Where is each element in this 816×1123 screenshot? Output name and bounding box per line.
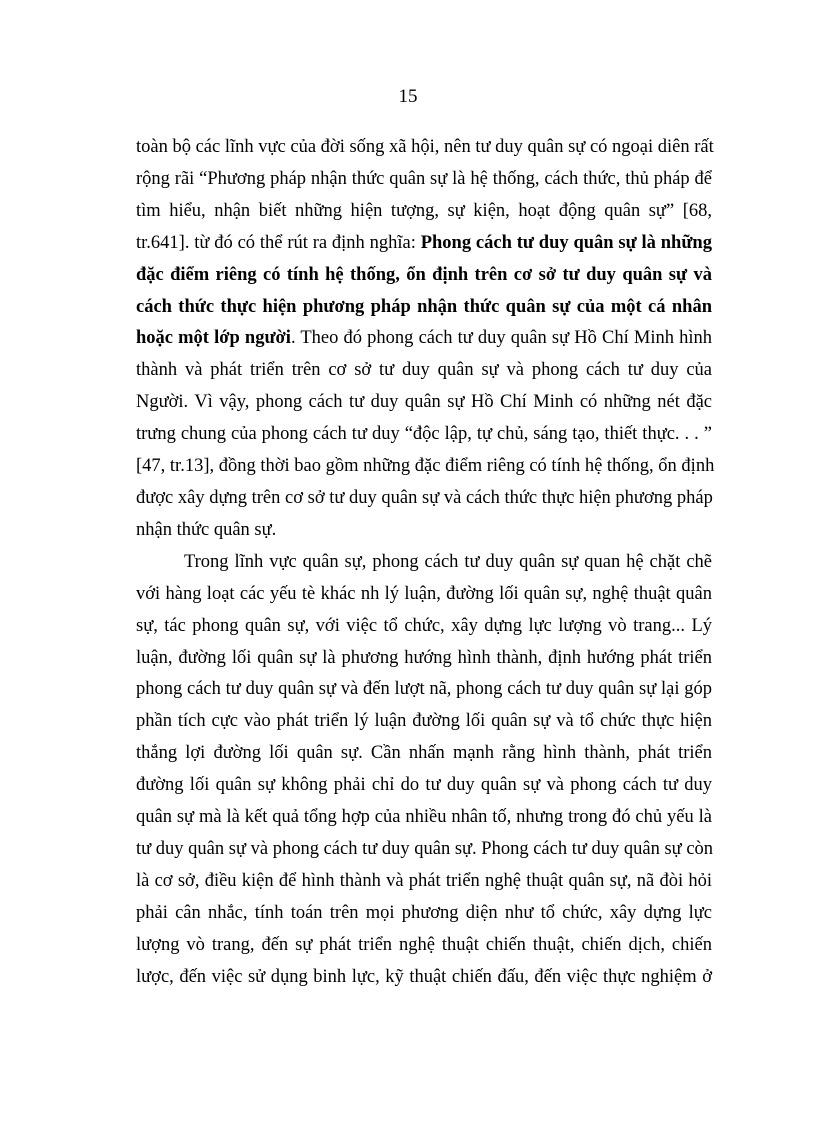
- paragraph-2: [136, 547, 712, 994]
- text-line: lượng vò trang, đến sự phát triển nghệ thuật chiến thuật, chiến dịch, chiến: [136, 934, 712, 955]
- text-line: phong cách tư duy quân sự và đến lượt nã, phong cách tư duy quân sự lại góp: [136, 679, 712, 700]
- text-line: trưng chung của phong cách tư duy “độc lập, tự chủ, sáng tạo, thiết thực. . . ”: [136, 424, 712, 445]
- text-line: nhận thức quân sự.: [136, 519, 277, 540]
- text-line: đường lối quân sự không phải chỉ do tư duy quân sự và phong cách tư duy: [136, 775, 712, 796]
- text-line: tư duy quân sự và phong cách tư duy quân sự. Phong cách tư duy quân sự còn: [136, 838, 714, 859]
- text-line: thắng lợi đường lối quân sự. Cần nhấn mạnh rằng hình thành, phát triển: [136, 743, 712, 764]
- text-line: phần tích cực vào phát triển lý luận đường lối quân sự và tổ chức thực hiện: [136, 711, 712, 732]
- definition-bold-text: Phong cách tư duy quân sự là những: [420, 232, 712, 253]
- definition-bold-text: hoặc một lớp người: [136, 328, 291, 349]
- text-line: phải cân nhắc, tính toán trên mọi phương diện như tổ chức, xây dựng lực: [136, 902, 712, 923]
- page-number: 15: [398, 86, 418, 107]
- text-line: Người. Vì vậy, phong cách tư duy quân sự Hồ Chí Minh có những nét đặc: [136, 392, 712, 413]
- body-text: [136, 132, 715, 993]
- text-line: luận, đường lối quân sự là phương hướng hình thành, định hướng phát triển: [136, 647, 712, 668]
- text-line: rộng rãi “Phương pháp nhận thức quân sự là hệ thống, cách thức, thủ pháp để: [136, 168, 712, 189]
- text-line: sự, tác phong quân sự, với việc tổ chức, xây dựng lực lượng vò trang... Lý: [136, 615, 712, 636]
- text-line: là cơ sở, điều kiện để hình thành và phát triển nghệ thuật quân sự, nã đòi hỏi: [136, 870, 712, 891]
- text-line: với hàng loạt các yếu tè khác nh lý luận, đường lối quân sự, nghệ thuật quân: [136, 583, 712, 604]
- text-line: [47, tr.13], đồng thời bao gồm những đặc điểm riêng có tính hệ thống, ổn định: [136, 456, 715, 477]
- text-line: tìm hiểu, nhận biết những hiện tượng, sự kiện, hoạt động quân sự” [68,: [136, 200, 712, 221]
- text-line: toàn bộ các lĩnh vực của đời sống xã hội, nên tư duy quân sự có ngoại diên rất: [136, 137, 714, 157]
- paragraph-1: [136, 132, 715, 547]
- text-line: lược, đến việc sử dụng binh lực, kỹ thuật chiến đấu, đến việc thực nghiệm ở: [136, 966, 712, 987]
- text-line: thành và phát triển trên cơ sở tư duy quân sự và phong cách tư duy của: [136, 360, 712, 381]
- text-line: [136, 323, 712, 355]
- definition-bold-line: đặc điểm riêng có tính hệ thống, ổn định trên cơ sở tư duy quân sự và: [136, 264, 712, 285]
- text-line: quân sự mà là kết quả tổng hợp của nhiều nhân tố, nhưng trong đó chủ yếu là: [136, 807, 712, 828]
- text-segment: . Theo đó phong cách tư duy quân sự Hồ Chí Minh hình: [290, 328, 712, 349]
- definition-bold-line: cách thức thực hiện phương pháp nhận thức quân sự của một cá nhân: [136, 296, 712, 317]
- text-line: được xây dựng trên cơ sở tư duy quân sự và cách thức thực hiện phương pháp: [136, 487, 713, 508]
- definition-lead-in: tr.641]. từ đó có thể rút ra định nghĩa:: [136, 232, 421, 253]
- text-line: Trong lĩnh vực quân sự, phong cách tư duy quân sự quan hệ chặt chẽ: [184, 551, 712, 572]
- text-line: [136, 228, 712, 260]
